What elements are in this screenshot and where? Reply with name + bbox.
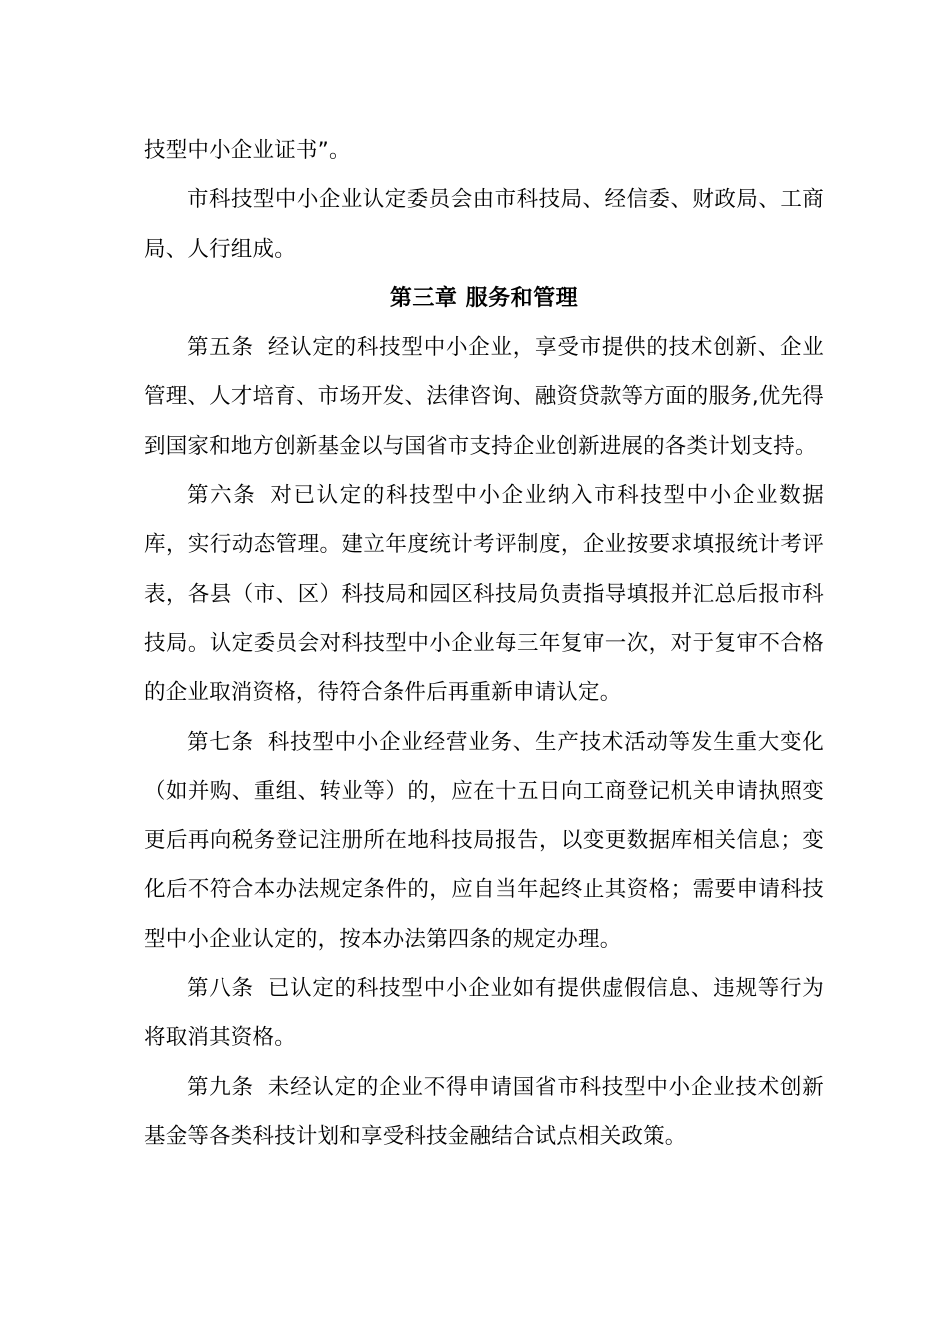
article-7: [144, 718, 824, 964]
article-text: 未经认定的企业不得申请国省市科技型中小企业技术创新基金等各类科技计划和享受科技金融结合试点相关政策。: [144, 1074, 824, 1149]
article-number: 第八条: [187, 976, 254, 1002]
article-8: [144, 964, 824, 1063]
article-text: 对已认定的科技型中小企业纳入市科技型中小企业数据库，实行动态管理。建立年度统计考评制度，企业按要求填报统计考评表，各县（市、区）科技局和园区科技局负责指导填报并汇总后报市科技局。认定委员会对科技型中小企业每三年复审一次，对于复审不合格的企业取消资格，待符合条件后再重新申请认定。: [144, 483, 824, 706]
article-number: 第七条: [187, 729, 254, 755]
article-number: 第五条: [187, 335, 254, 361]
article-5: [144, 323, 824, 471]
committee-paragraph: 市科技型中小企业认定委员会由市科技局、经信委、财政局、工商局、人行组成。: [144, 187, 824, 262]
article-9: [144, 1063, 824, 1162]
chapter-heading: 第三章 服务和管理: [389, 285, 579, 311]
continuation-paragraph: 技型中小企业证书”。: [144, 138, 351, 163]
document-body: [144, 126, 824, 1161]
article-6: [144, 471, 824, 717]
article-text: 已认定的科技型中小企业如有提供虚假信息、违规等行为将取消其资格。: [144, 976, 824, 1051]
article-text: 经认定的科技型中小企业，享受市提供的技术创新、企业管理、人才培育、市场开发、法律咨询、融资贷款等方面的服务,优先得到国家和地方创新基金以与国省市支持企业创新进展的各类计划支持。: [144, 335, 824, 459]
article-number: 第六条: [187, 483, 257, 509]
article-number: 第九条: [187, 1074, 254, 1100]
article-text: 科技型中小企业经营业务、生产技术活动等发生重大变化（如并购、重组、转业等）的，应在十五日向工商登记机关申请执照变更后再向税务登记注册所在地科技局报告，以变更数据库相关信息；变化后不符合本办法规定条件的，应自当年起终止其资格；需要申请科技型中小企业认定的，按本办法第四条的规定办理。: [144, 729, 824, 952]
